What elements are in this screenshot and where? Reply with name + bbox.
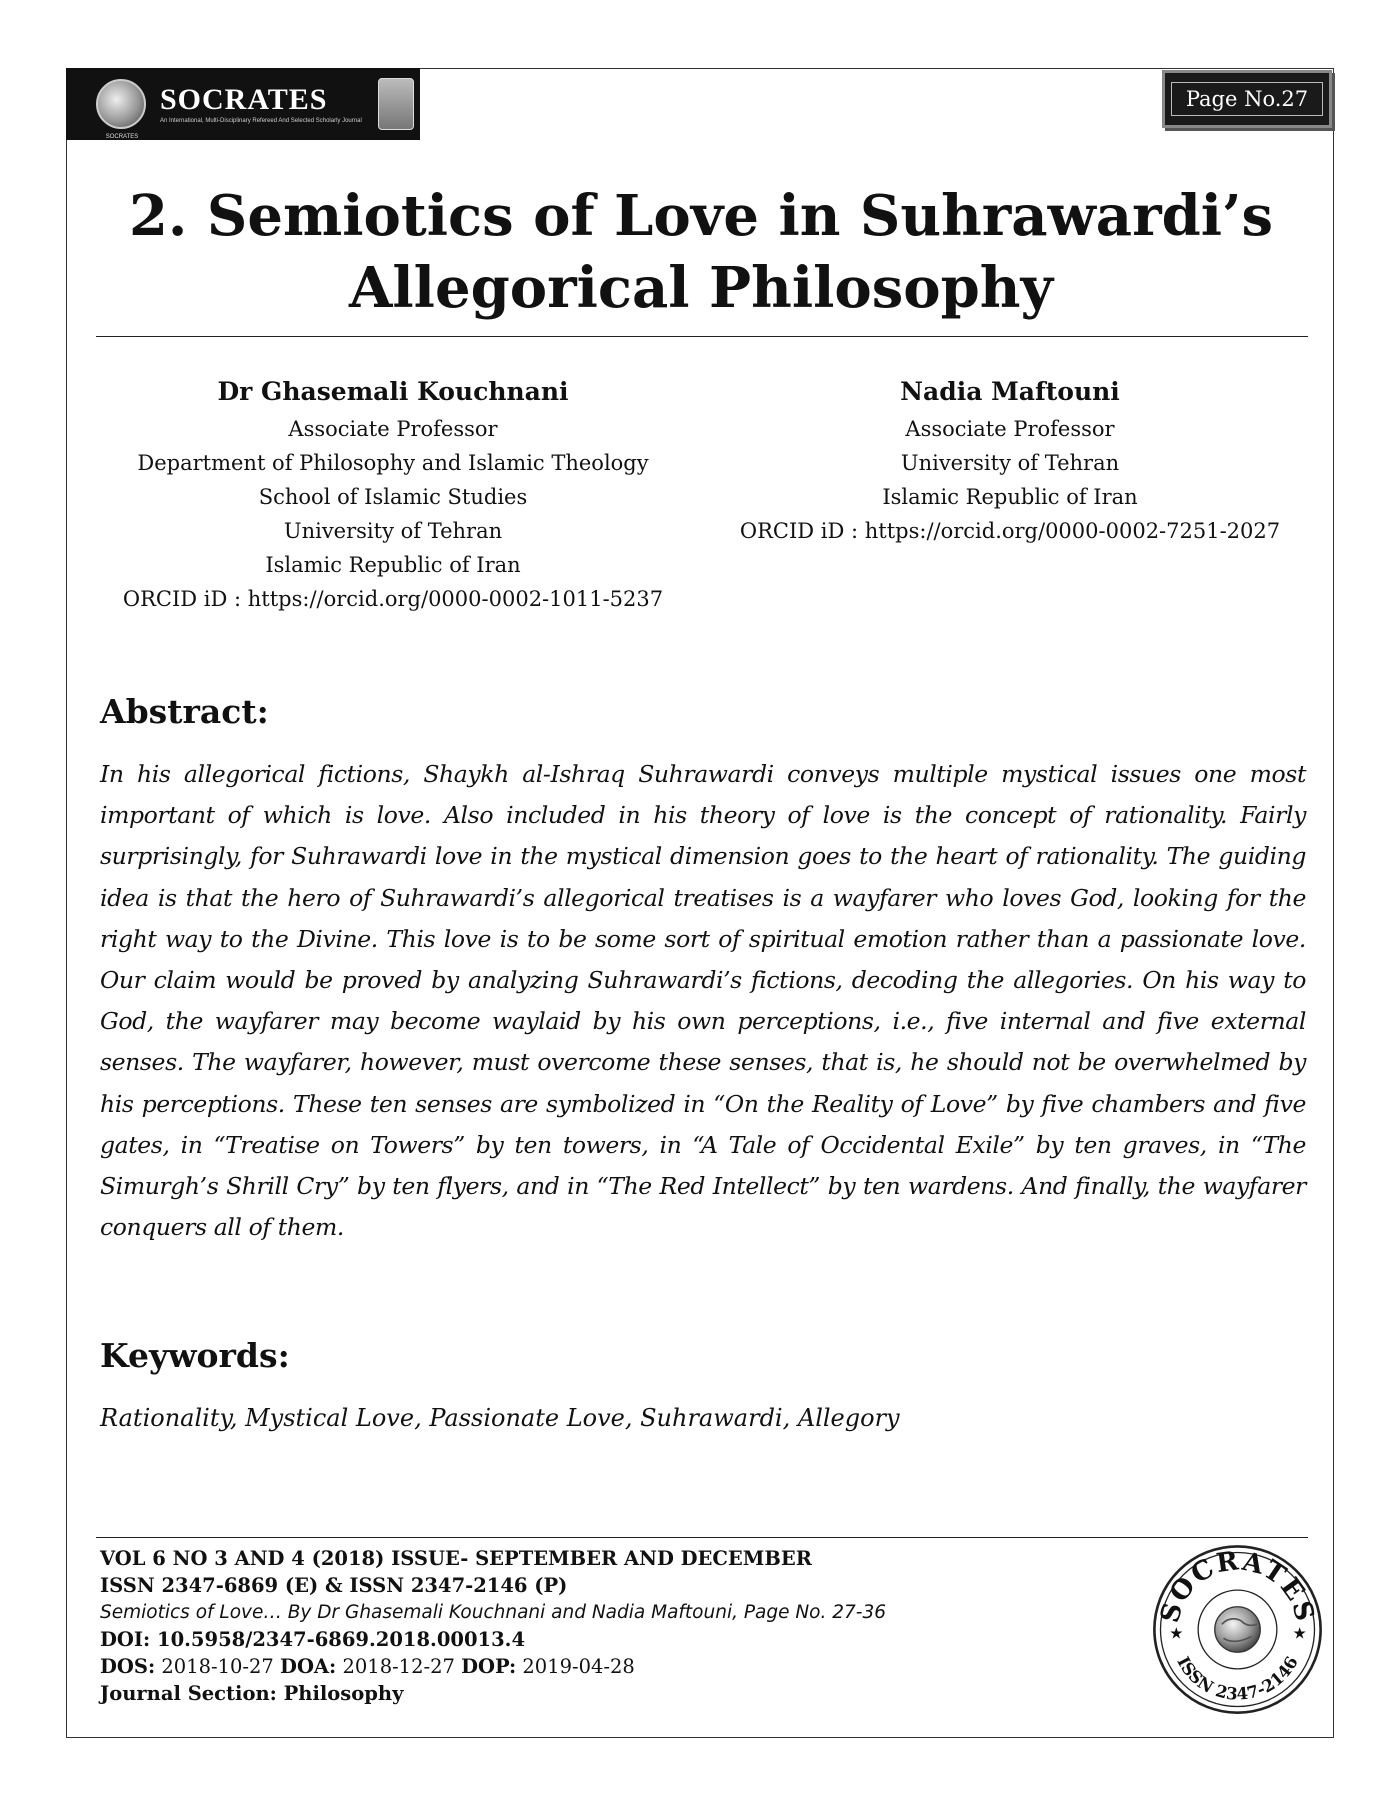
dop-value: 2019-04-28 [522,1655,635,1678]
dos-value: 2018-10-27 [161,1655,274,1678]
page-number: Page No.27 [1171,82,1323,116]
journal-tagline: An International, Multi-Disciplinary Refereed And Selected Scholarly Journal [160,118,362,124]
author-country: Islamic Republic of Iran [882,485,1138,509]
star-icon: ★ [1169,1623,1184,1643]
logo-text [160,84,362,124]
footer-info [100,1545,1100,1707]
footer-volume: VOL 6 NO 3 AND 4 (2018) ISSUE- SEPTEMBER AND DECEMBER [100,1547,812,1570]
footer-issn: ISSN 2347-6869 (E) & ISSN 2347-2146 (P) [100,1574,568,1597]
seal-small-text: SOCRATES [105,134,139,140]
doa-value: 2018-12-27 [342,1655,455,1678]
author-position: Associate Professor [905,417,1115,441]
abstract-text: In his allegorical fictions, Shaykh al-Ishraq Suhrawardi conveys multiple mystical issues one most important of which is love. Also included in his theory of love is the concept of rationality. Fairly surprisingly, for Suhrawardi love in the mystical dimension goes to the heart of rationality. The guiding idea is that the hero of Suhrawardi’s allegorical treatises is a wayfarer who loves God, looking for the right way to the Divine. This love is to be some sort of spiritual emotion rather than a passionate love. Our claim would be proved by analyzing Suhrawardi’s fictions, decoding the allegories. On his way to God, the wayfarer may become waylaid by his own perceptions, i.e., five internal and five external senses. The wayfarer, however, must overcome these senses, that is, he should not be overwhelmed by his perceptions. These ten senses are symbolized in “On the Reality of Love” by five chambers and five gates, in “Treatise on Towers” by ten towers, in “A Tale of Occidental Exile” by ten graves, in “The Simurgh’s Shrill Cry” by ten flyers, and in “The Red Intellect” by ten wardens. And finally, the wayfarer conquers all of them. [100,760,1306,1242]
author-department: Department of Philosophy and Islamic Theology [137,451,649,475]
author-block-1 [96,372,690,616]
author-name: Nadia Maftouni [900,377,1120,406]
footer-doi: DOI: 10.5958/2347-6869.2018.00013.4 [100,1628,526,1651]
globe-icon [1215,1607,1261,1653]
keywords-heading: Keywords: [100,1336,290,1375]
abstract-heading: Abstract: [100,692,269,731]
seal-bottom-text: ISSN 2347-2146 [1173,1652,1302,1704]
title-divider [96,336,1308,337]
doa-label: DOA: [280,1655,337,1678]
author-name: Dr Ghasemali Kouchnani [217,377,569,406]
author-position: Associate Professor [288,417,498,441]
footer-divider [96,1537,1308,1538]
dos-label: DOS: [100,1655,156,1678]
globe-seal-icon [96,79,146,140]
socrates-bust-icon [378,78,414,130]
journal-name: SOCRATES [160,83,328,116]
keywords-text: Rationality, Mystical Love, Passionate Love, Suhrawardi, Allegory [100,1404,900,1432]
journal-logo [66,68,420,140]
author-orcid: ORCID iD : https://orcid.org/0000-0002-7251-2027 [739,519,1281,543]
author-university: University of Tehran [283,519,503,543]
author-block-2 [690,372,1330,548]
footer-citation: Semiotics of Love… By Dr Ghasemali Kouchnani and Nadia Maftouni, Page No. 27-36 [100,1602,887,1623]
seal-top-text: SOCRATES [1154,1545,1321,1626]
journal-seal-stamp [1150,1542,1325,1717]
dop-label: DOP: [461,1655,517,1678]
footer-dates [100,1653,1100,1680]
author-orcid: ORCID iD : https://orcid.org/0000-0002-1011-5237 [122,587,664,611]
author-school: School of Islamic Studies [258,485,528,509]
footer-section: Journal Section: Philosophy [100,1682,404,1705]
star-icon: ★ [1292,1623,1307,1643]
author-country: Islamic Republic of Iran [265,553,521,577]
paper-title: 2. Semiotics of Love in Suhrawardi’s Allegorical Philosophy [128,183,1274,321]
author-university: University of Tehran [900,451,1120,475]
page-number-badge [1162,70,1332,128]
